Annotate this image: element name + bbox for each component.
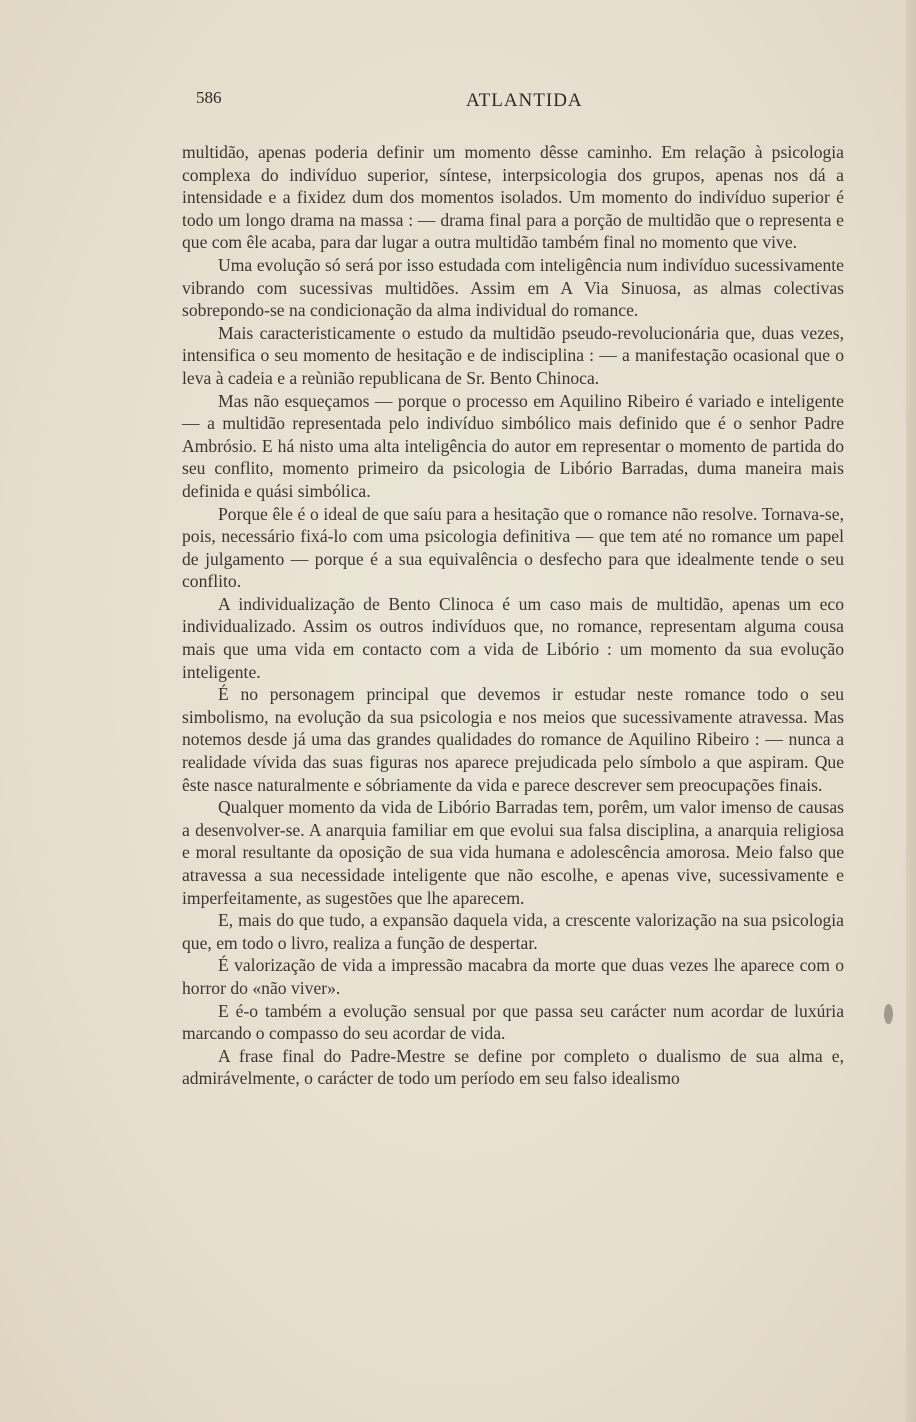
- paragraph-2: Uma evolução só será por isso estudada com inteligência num indivíduo sucessivamente vibrando com sucessivas multidões. Assim em A Via Sinuosa, as almas colectivas sobrepondo-se na condicionação da alma individual do romance.: [182, 254, 844, 321]
- paragraph-5: Porque êle é o ideal de que saíu para a hesitação que o romance não resolve. Tornava-se, pois, necessário fixá-lo com uma psicologia definitiva — que tem até no romance um papel de julgamento — porque é a sua equivalência o desfecho para que idealmente tende o seu conflito.: [182, 503, 844, 592]
- running-title: ATLANTIDA: [466, 90, 583, 111]
- paragraph-7: É no personagem principal que devemos ir estudar neste romance todo o seu simbolismo, na evolução da sua psicologia e nos meios que sucessivamente atravessa. Mas notemos desde já uma das grandes qualidades do romance de Aquilino Ribeiro : — nunca a realidade vívida das suas figuras nos aparece prejudicada pelo símbolo a que aspiram. Que êste nasce naturalmente e sóbriamente da vida e parece descrever sem preocupações finais.: [182, 684, 844, 795]
- page-number: 586: [196, 88, 222, 107]
- paragraph-3: Mais caracteristicamente o estudo da multidão pseudo-revolucionária que, duas vezes, intensifica o seu momento de hesitação e de indisciplina : — a manifestação ocasional que o leva à cadeia e a reùnião republicana de Sr. Bento Chinoca.: [182, 322, 844, 388]
- paragraph-10: É valorização de vida a impressão macabra da morte que duas vezes lhe aparece com o horror do «não viver».: [182, 955, 844, 998]
- paragraph-11: E é-o também a evolução sensual por que passa seu carácter num acordar de luxúria marcando o compasso do seu acordar de vida.: [182, 1000, 844, 1044]
- paragraph-8: Qualquer momento da vida de Libório Barradas tem, porêm, um valor imenso de causas a desenvolver-se. A anarquia familiar em que evolui sua falsa disciplina, a anarquia religiosa e moral resultante da oposição de sua vida humana e adolescência amorosa. Meio falso que atravessa a sua necessidade inteligente que não escolhe, e apenas vive, sucessivamente e imperfeitamente, as sugestões que lhe aparecem.: [182, 797, 844, 908]
- ink-smudge: [884, 1004, 893, 1024]
- body-text: [182, 141, 844, 1090]
- paragraph-12: A frase final do Padre-Mestre se define por completo o dualismo de sua alma e, admirávelmente, o carácter de todo um período em seu falso idealismo: [182, 1045, 844, 1089]
- paragraph-6: A individualização de Bento Clinoca é um caso mais de multidão, apenas um eco individualizado. Assim os outros indivíduos que, no romance, representam alguma cousa mais que uma vida em contacto com a vida de Libório : um momento da sua evolução inteligente.: [182, 593, 844, 682]
- paragraph-4: Mas não esqueçamos — porque o processo em Aquilino Ribeiro é variado e inteligente — a multidão representada pelo indivíduo simbólico mais definido que é o senhor Padre Ambrósio. E há nisto uma alta inteligência do autor em representar o momento de partida do seu conflito, momento primeiro da psicologia de Libório Barradas, duma maneira mais definida e quási simbólica.: [182, 390, 844, 501]
- paragraph-9: E, mais do que tudo, a expansão daquela vida, a crescente valorização na sua psicologia que, em todo o livro, realiza a função de despertar.: [182, 910, 844, 953]
- paragraph-1: multidão, apenas poderia definir um momento dêsse caminho. Em relação à psicologia complexa do indivíduo superior, síntese, interpsicologia dos grupos, apenas nos dá a intensidade e a fixidez dum dos momentos isolados. Um momento do indivíduo superior é todo um longo drama na massa : — drama final para a porção de multidão que o representa e que com êle acaba, para dar lugar a outra multidão também final no momento que vive.: [182, 142, 844, 253]
- page-header: [0, 86, 916, 116]
- page-gutter-shadow: [906, 0, 916, 1422]
